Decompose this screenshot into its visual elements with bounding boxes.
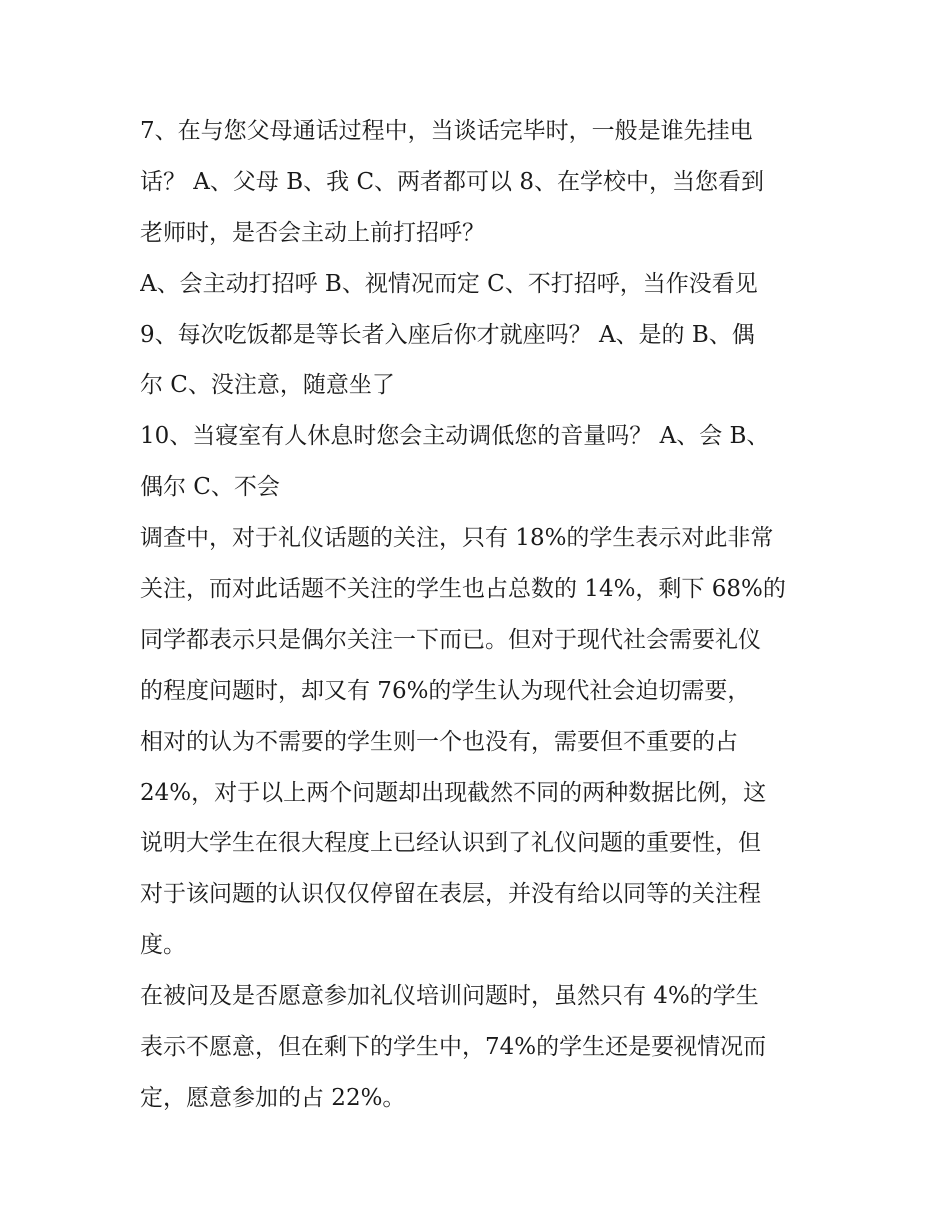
question-7-line-1: 7、在与您父母通话过程中，当谈话完毕时，一般是谁先挂电 [140, 118, 753, 144]
question-10-line-2: 偶尔 C、不会 [140, 474, 280, 501]
question-7-line-2: 话？ A、父母 B、我 C、两者都可以 8、在学校中，当您看到 [140, 168, 764, 195]
paragraph-1-line-9: 度。 [140, 932, 186, 959]
question-10-line-1: 10、当寝室有人休息时您会主动调低您的音量吗？ A、会 B、 [140, 423, 770, 450]
paragraph-1-line-8: 对于该问题的认识仅仅停留在表层，并没有给以同等的关注程 [140, 881, 761, 908]
paragraph-1-line-6: 24%，对于以上两个问题却出现截然不同的两种数据比例，这 [140, 779, 767, 806]
question-8-options: A、会主动打招呼 B、视情况而定 C、不打招呼，当作没看见 [140, 270, 758, 297]
paragraph-1-line-4: 的程度问题时，却又有 76%的学生认为现代社会迫切需要， [140, 677, 751, 704]
question-9-line-2: 尔 C、没注意，随意坐了 [140, 372, 395, 399]
paragraph-2-line-1: 在被问及是否愿意参加礼仪培训问题时，虽然只有 4%的学生 [140, 983, 759, 1010]
question-8-line: 老师时，是否会主动上前打招呼？ [140, 219, 485, 246]
paragraph-1-line-1: 调查中，对于礼仪话题的关注，只有 18%的学生表示对此非常 [140, 525, 774, 552]
question-9-line-1: 9、每次吃饭都是等长者入座后你才就座吗？ A、是的 B、偶 [140, 321, 755, 348]
paragraph-1-line-3: 同学都表示只是偶尔关注一下而已。但对于现代社会需要礼仪 [140, 626, 761, 653]
document-body [140, 106, 820, 1124]
paragraph-2-line-2: 表示不愿意，但在剩下的学生中，74%的学生还是要视情况而 [140, 1034, 767, 1061]
paragraph-1-line-2: 关注，而对此话题不关注的学生也占总数的 14%，剩下 68%的 [140, 576, 786, 603]
paragraph-1-line-5: 相对的认为不需要的学生则一个也没有，需要但不重要的占 [140, 728, 738, 755]
paragraph-1-line-7: 说明大学生在很大程度上已经认识到了礼仪问题的重要性，但 [140, 830, 761, 857]
paragraph-2-line-3: 定，愿意参加的占 22%。 [140, 1084, 406, 1111]
